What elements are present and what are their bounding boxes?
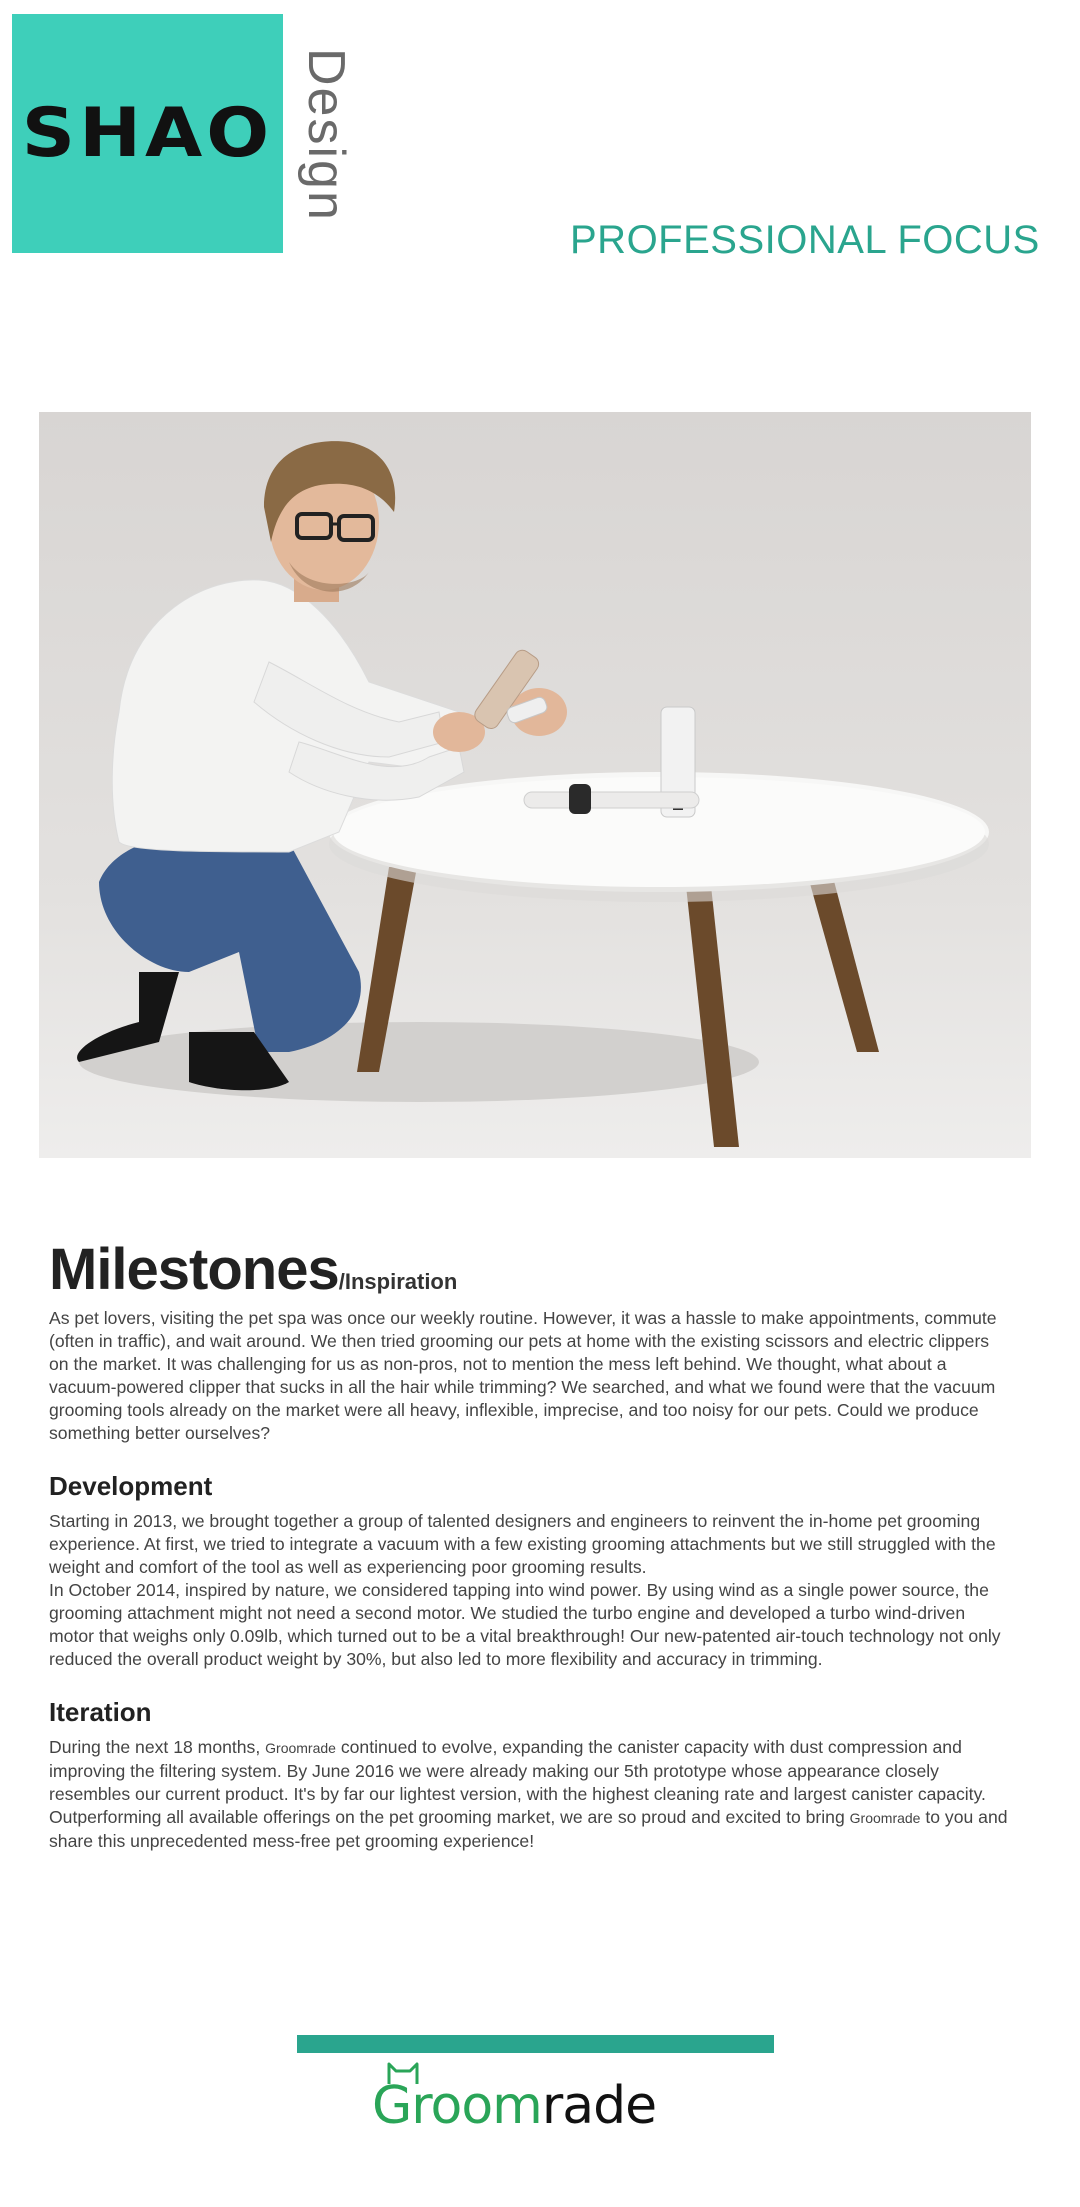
milestones-heading bbox=[49, 1237, 1009, 1302]
groomrade-logo bbox=[372, 2062, 692, 2136]
milestones-title: Milestones bbox=[49, 1237, 339, 1302]
footer-divider-bar bbox=[297, 2035, 774, 2053]
development-heading: Development bbox=[49, 1470, 213, 1501]
milestones-paragraph: As pet lovers, visiting the pet spa was once our weekly routine. However, it was a hassle to make appointments, commute (often in traffic), and wait around. We then tried grooming our pets at home with the existing scissors and electric clippers on the market. It was challenging for us as non-pros, not to mention the mess left behind. We thought, what about a vacuum-powered clipper that sucks in all the hair while trimming? We searched, and what we found were that the vacuum grooming tools already on the market were all heavy, inflexible, imprecise, and too noisy for our pets. Could we produce something better ourselves? bbox=[49, 1307, 997, 1443]
story-content bbox=[49, 1237, 1009, 1853]
brand-dark-part: rade bbox=[541, 2076, 657, 2136]
iteration-paragraph bbox=[49, 1736, 1009, 1853]
development-paragraph-2: In October 2014, inspired by nature, we considered tapping into wind power. By using wind as a single power source, the grooming attachment might not need a second motor. We studied the turbo engine and developed a turbo wind-driven motor that weighs only 0.09lb, which turned out to be a vital breakthrough! Our new-patented air-touch technology not only reduced the overall product weight by 30%, but also led to more flexibility and accuracy in trimming. bbox=[49, 1580, 1001, 1670]
footer-brand-wordmark bbox=[372, 2076, 657, 2136]
logo-design-text: Design bbox=[297, 48, 355, 222]
brand-inline: Groomrade bbox=[849, 1810, 921, 1827]
tagline: PROFESSIONAL FOCUS bbox=[570, 218, 1040, 262]
iteration-text-b: continued to evolve, expanding the canister capacity with dust compression and improving the filtering system. By June 2016 we were already making our 5th prototype whose appearance closely resembles our current product. It's by far our lightest version, with the highest cleaning rate and largest canister capacity. Outperforming all available offerings on the pet grooming market, we are so proud and excited to bring bbox=[49, 1737, 986, 1828]
logo-wordmark: SHAO bbox=[21, 93, 274, 173]
brand-green-part: Groom bbox=[372, 2076, 542, 2136]
person-with-product-photo bbox=[39, 412, 1031, 1158]
milestones-subtitle: /Inspiration bbox=[338, 1269, 458, 1294]
development-paragraph-1: Starting in 2013, we brought together a group of talented designers and engineers to reinvent the in-home pet grooming experience. At first, we tried to integrate a vacuum with a few existing grooming attachments but we still struggled with the weight and comfort of the tool as well as experiencing poor grooming results. bbox=[49, 1511, 996, 1578]
shao-logo bbox=[12, 14, 283, 253]
brand-inline: Groomrade bbox=[265, 1740, 336, 1757]
iteration-text-c: to you and share this unprecedented mess-free pet grooming experience! bbox=[49, 1807, 1008, 1852]
iteration-heading: Iteration bbox=[49, 1697, 152, 1728]
iteration-text-a: During the next 18 months, bbox=[49, 1737, 266, 1758]
hero-photo bbox=[39, 412, 1031, 1158]
